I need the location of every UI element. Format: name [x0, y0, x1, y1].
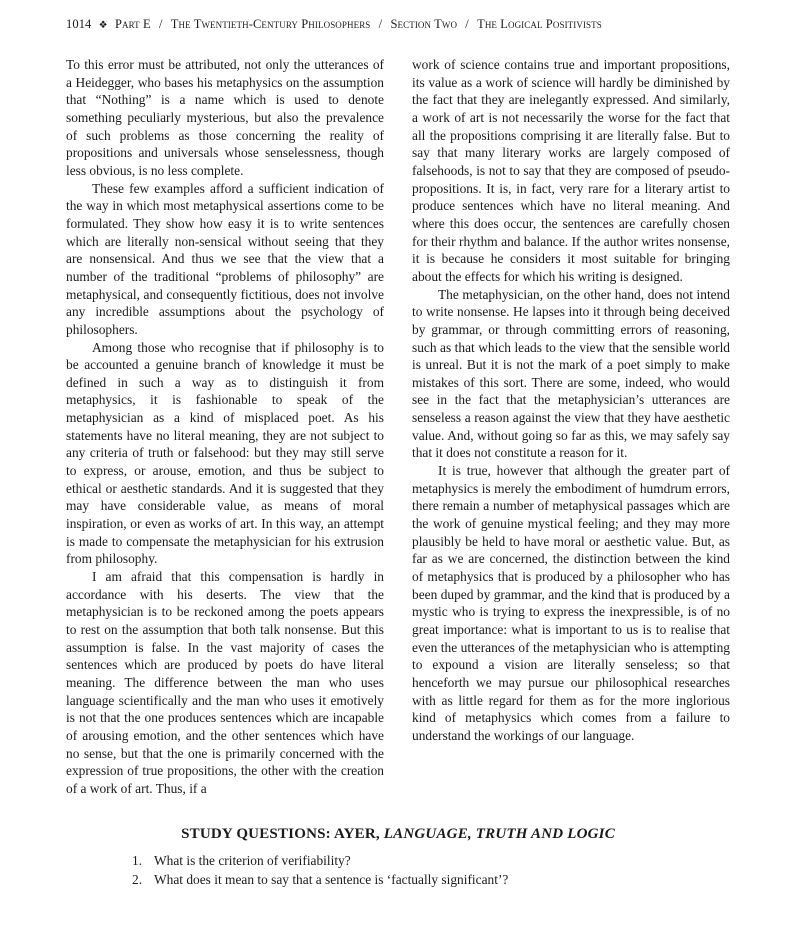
question-number: 2. [132, 872, 143, 887]
question-text: What does it mean to say that a sentence is ‘factually significant’? [154, 872, 509, 887]
right-column [412, 56, 730, 798]
section-title: The Logical Positivists [477, 17, 602, 31]
paragraph: work of science contains true and important propositions, its value as a work of science will hardly be diminished by the fact that they are inelegantly expressed. And similarly, a work of art is not necessarily the worse for the fact that all the propositions comprising it are literally false. But to say that many literary works are largely composed of falsehoods, is not to say that they are composed of pseudo-propositions. It is, in fact, very rare for a literary artist to produce sentences which have no literal meaning. And where this does occur, the sentences are carefully chosen for their rhythm and balance. If the author writes nonsense, it is because he considers it most suitable for bringing about the effects for which his writing is designed. [412, 57, 730, 284]
separator: / [378, 17, 383, 31]
part-label: Part E [114, 17, 151, 31]
paragraph: It is true, however that although the greater part of metaphysics is merely the embodiment of humdrum errors, there remain a number of metaphysical passages which are the work of genuine mystical feeling; and they may more plausibly be held to have moral or aesthetic value. But, as far as we are concerned, the distinction between the kind of metaphysics that is produced by a philosopher who has been duped by grammar, and the kind that is produced by a mystic who is trying to express the inexpressible, is of no great importance: what is important to us is to realise that even the utterances of the metaphysician who is attempting to expound a vision are literally senseless; so that henceforth we may pursue our philosophical researches with as little regard for them as for the more inglorious kind of metaphysics which comes from a failure to understand the workings of our language. [412, 463, 730, 743]
paragraph: The metaphysician, on the other hand, does not intend to write nonsense. He lapses into it through being deceived by grammar, or through committing errors of reasoning, such as that which leads to the view that the sensible world is unreal. But it is not the mark of a poet simply to make mistakes of this sort. There are some, indeed, who would see in the fact that the metaphysician’s utterances are senseless a reason against the view that they have aesthetic value. And, without going so far as this, we may safely say that it does not constitute a reason for it. [412, 286, 730, 461]
section-label: Section Two [390, 17, 458, 31]
left-column [66, 56, 384, 798]
paragraph: To this error must be attributed, not only the utterances of a Heidegger, who bases his metaphysics on the assumption that “Nothing” is a name which is used to denote something peculiarly mysterious, but also the prevalence of such problems as those concerning the reality of propositions and universals whose senselessness, though less obvious, is no less complete. [66, 57, 384, 178]
paragraph: These few examples afford a sufficient indication of the way in which most metaphysical assertions come to be formulated. They show how easy it is to write sentences which are literally non-sensical without seeing that they are nonsensical. And thus we see that the view that a number of the traditional “problems of philosophy” are metaphysical, and consequently fictitious, does not involve any incredible assumptions about the psychology of philosophers. [66, 180, 384, 337]
separator: / [158, 17, 163, 31]
ornament-icon: ❖ [98, 20, 108, 31]
page-number: 1014 [66, 17, 92, 31]
paragraph: I am afraid that this compensation is hardly in accordance with his deserts. The view that the metaphysician is to be reckoned among the poets appears to rest on the assumption that both talk nonsense. But this assumption is false. In the vast majority of cases the sentences which are produced by poets do have literal meaning. The difference between the man who uses language scientifically and the man who uses it emotively is not that the one produces sentences which are incapable of arousing emotion, and the other sentences which have no sense, but that the one is primarily concerned with the expression of true propositions, the other with the creation of a work of art. Thus, if a [66, 569, 384, 796]
part-title: The Twentieth-Century Philosophers [170, 17, 371, 31]
question-list [66, 851, 730, 889]
list-item [132, 851, 730, 870]
running-head [66, 17, 746, 32]
study-questions-heading [66, 826, 730, 843]
body-columns [66, 56, 730, 798]
question-text: What is the criterion of verifiability? [154, 853, 351, 868]
paragraph: Among those who recognise that if philosophy is to be accounted a genuine branch of knowledge it must be defined in such a way as to distinguish it from metaphysics, it is fashionable to speak of the metaphysician as a kind of misplaced poet. As his statements have no literal meaning, they are not subject to any criteria of truth or falsehood: but they may still serve to express, or arouse, emotion, and thus be subject to ethical or aesthetic standards. And it is suggested that they may have considerable value, as means of moral inspiration, or even as works of art. In this way, an attempt is made to compensate the metaphysician for his extrusion from philosophy. [66, 339, 384, 567]
book-title: LANGUAGE, TRUTH AND LOGIC [383, 826, 615, 842]
study-questions [66, 826, 730, 889]
question-number: 1. [132, 853, 143, 868]
heading-prefix: STUDY QUESTIONS: AYER, [181, 826, 384, 842]
separator: / [465, 17, 469, 31]
list-item [132, 870, 730, 889]
